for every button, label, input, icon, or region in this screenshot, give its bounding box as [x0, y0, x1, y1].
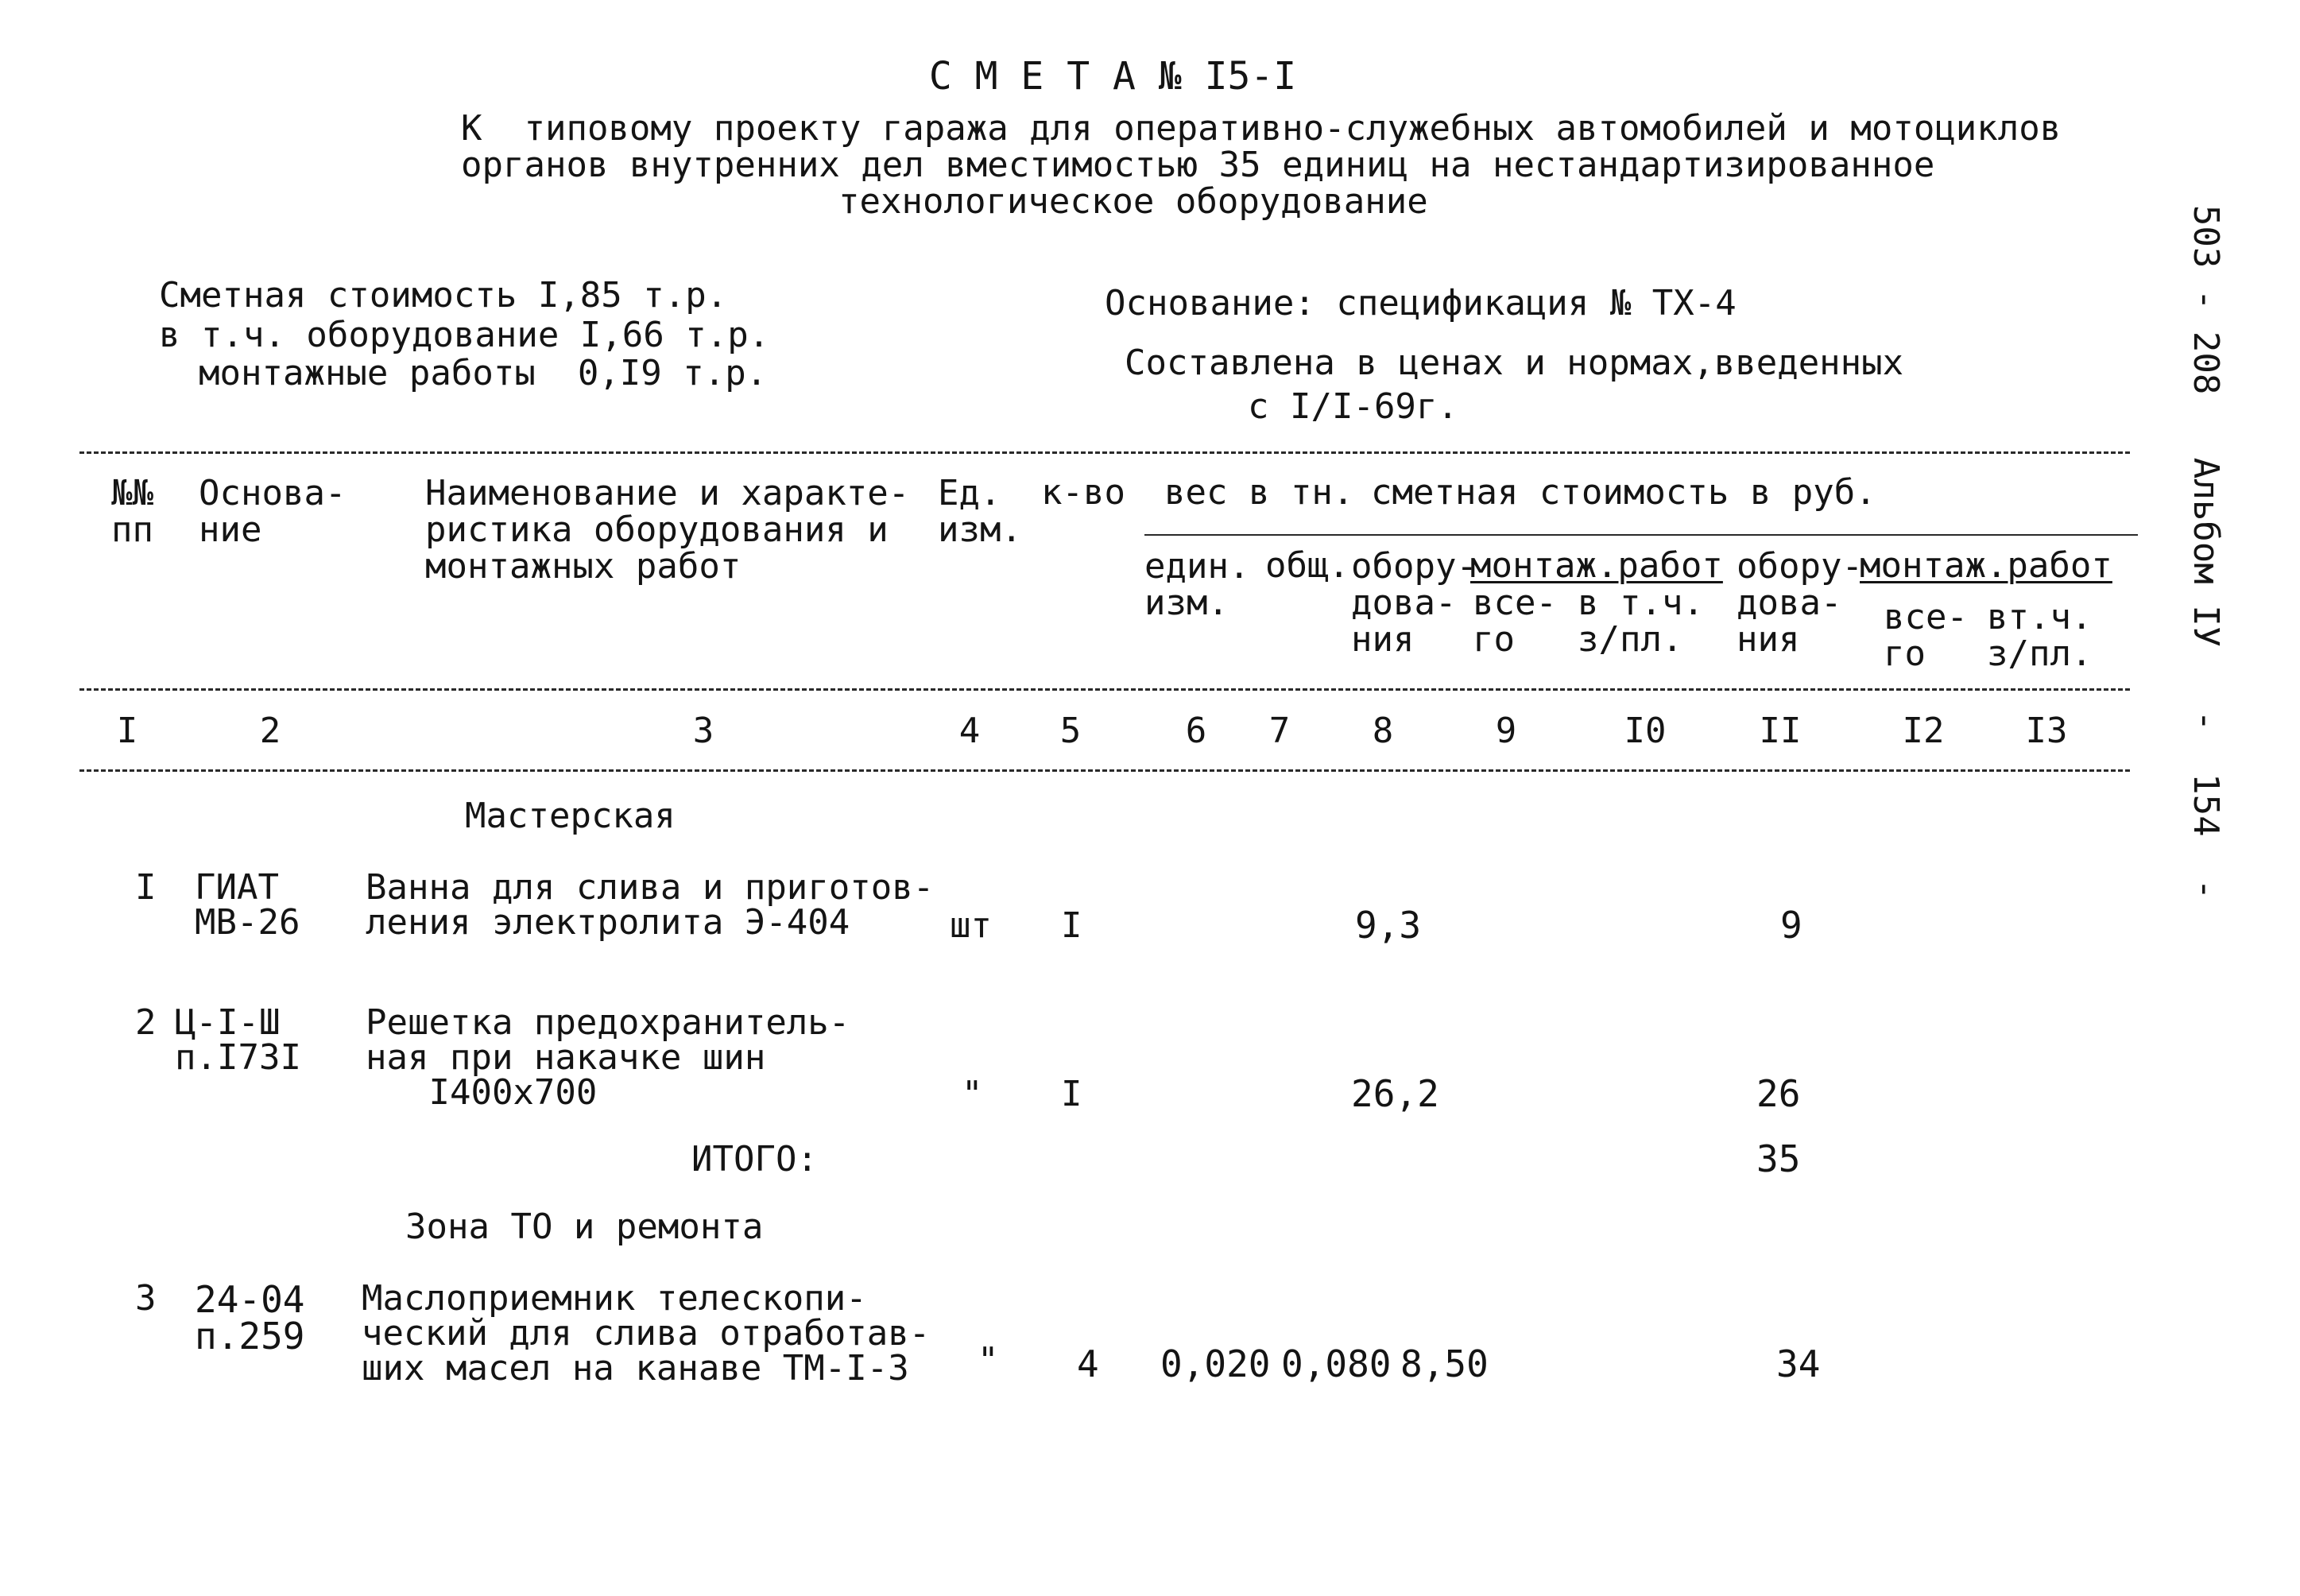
header-weight-unit: един. изм. [1144, 546, 1250, 624]
row-basis: 24-04 п.259 [195, 1278, 305, 1358]
row-basis: ГИАТ МВ-26 [195, 867, 300, 943]
col-numbers-rule [79, 769, 2130, 772]
col-number-5: 5 [1059, 711, 1082, 751]
total-value: 35 [1756, 1137, 1801, 1180]
document-title: С М Е Т А № I5-I [928, 54, 1297, 99]
prices-line-1: Составлена в ценах и нормах,введенных [1125, 343, 1904, 383]
basis-spec: Основание: спецификация № ТХ-4 [1105, 283, 1737, 323]
section-title-workshop: Мастерская [465, 796, 676, 836]
col-number-7: 7 [1268, 711, 1291, 751]
row-num: I [135, 867, 157, 908]
mounting-cost: монтажные работы 0,I9 т.р. [199, 353, 768, 393]
row-basis: Ц-I-Ш п.I73I [175, 1002, 301, 1078]
prices-line-2: с I/I-69г. [1248, 386, 1458, 427]
subtitle-line-3: технологическое оборудование [838, 181, 1428, 222]
col-number-12: I2 [1902, 711, 1945, 751]
col-number-9: 9 [1495, 711, 1517, 751]
subtitle-line-2: органов внутренних дел вместимостью 35 единиц на нестандартизированное [461, 145, 1935, 185]
row-qty: I [1061, 1074, 1082, 1114]
col-number-6: 6 [1185, 711, 1207, 751]
row-unit: " [978, 1340, 999, 1381]
header-basis: Основа- ние [199, 473, 347, 551]
header-mount-total-wage: вт.ч. з/пл. [1987, 597, 2093, 675]
row-name: Ванна для слива и приготов- ления электролита Э-404 [366, 867, 935, 943]
row-equip-unit: 9,3 [1355, 904, 1422, 947]
row-equip-unit: 26,2 [1351, 1072, 1439, 1115]
header-equip-total: обору- дова- ния [1737, 546, 1863, 660]
header-mount-all: все- го [1473, 583, 1557, 660]
row-num: 3 [135, 1278, 157, 1319]
row-equip-total: 9 [1780, 904, 1802, 947]
header-unit: Ед. изм. [938, 473, 1022, 551]
total-label: ИТОГО: [691, 1139, 818, 1180]
col-number-10: I0 [1624, 711, 1667, 751]
col-number-2: 2 [259, 711, 281, 751]
row-equip-unit: 8,50 [1400, 1342, 1489, 1385]
row-name: Маслоприемник телескопи- ческий для слива отработав- ших масел на канаве ТМ-I-3 [362, 1278, 931, 1389]
row-equip-total: 34 [1776, 1342, 1821, 1385]
header-weight-total: общ. [1265, 545, 1349, 586]
side-stamp [2162, 175, 2249, 930]
side-stamp-text: 503 - 208 Альбом IУ - 154 - [2186, 204, 2226, 901]
row-unit: " [962, 1074, 983, 1114]
row-qty: I [1061, 905, 1082, 946]
row-weight-unit: 0,020 [1160, 1342, 1271, 1385]
col-number-8: 8 [1372, 711, 1394, 751]
row-equip-total: 26 [1756, 1072, 1801, 1115]
header-mount-wage: в т.ч. з/пл. [1578, 583, 1704, 660]
header-weight: вес в тн. [1164, 472, 1354, 513]
row-name: Решетка предохранитель- ная при накачке шин I400х700 [366, 1002, 850, 1113]
cost-subheader-rule [1144, 534, 2138, 536]
table-top-rule [79, 451, 2130, 454]
equipment-cost: в т.ч. оборудование I,66 т.р. [159, 315, 770, 355]
col-number-13: I3 [2025, 711, 2068, 751]
header-qty: к-во [1041, 472, 1125, 513]
header-equip-unit: обору- дова- ния [1351, 546, 1477, 660]
header-mount-total-all: все- го [1884, 597, 1968, 675]
col-number-3: 3 [692, 711, 714, 751]
col-number-4: 4 [958, 711, 981, 751]
header-cost: сметная стоимость в руб. [1371, 472, 1876, 513]
section-title-maintenance: Зона ТО и ремонта [405, 1207, 764, 1247]
header-num: №№ пп [111, 473, 153, 551]
col-number-11: II [1759, 711, 1802, 751]
row-num: 2 [135, 1002, 157, 1043]
row-unit: шт [950, 905, 992, 946]
header-name: Наименование и характе- ристика оборудования и монтажных работ [425, 473, 910, 587]
header-mount-unit: монтаж.работ [1470, 545, 1723, 586]
estimated-cost: Сметная стоимость I,85 т.р. [159, 275, 728, 316]
row-qty: 4 [1077, 1342, 1099, 1385]
subtitle-line-1: К типовому проекту гаража для оперативно-служебных автомобилей и мотоциклов [461, 108, 2062, 149]
col-number-1: I [116, 711, 138, 751]
header-bottom-rule [79, 688, 2130, 691]
header-mount-total: монтаж.работ [1860, 545, 2112, 586]
row-weight-total: 0,080 [1281, 1342, 1392, 1385]
